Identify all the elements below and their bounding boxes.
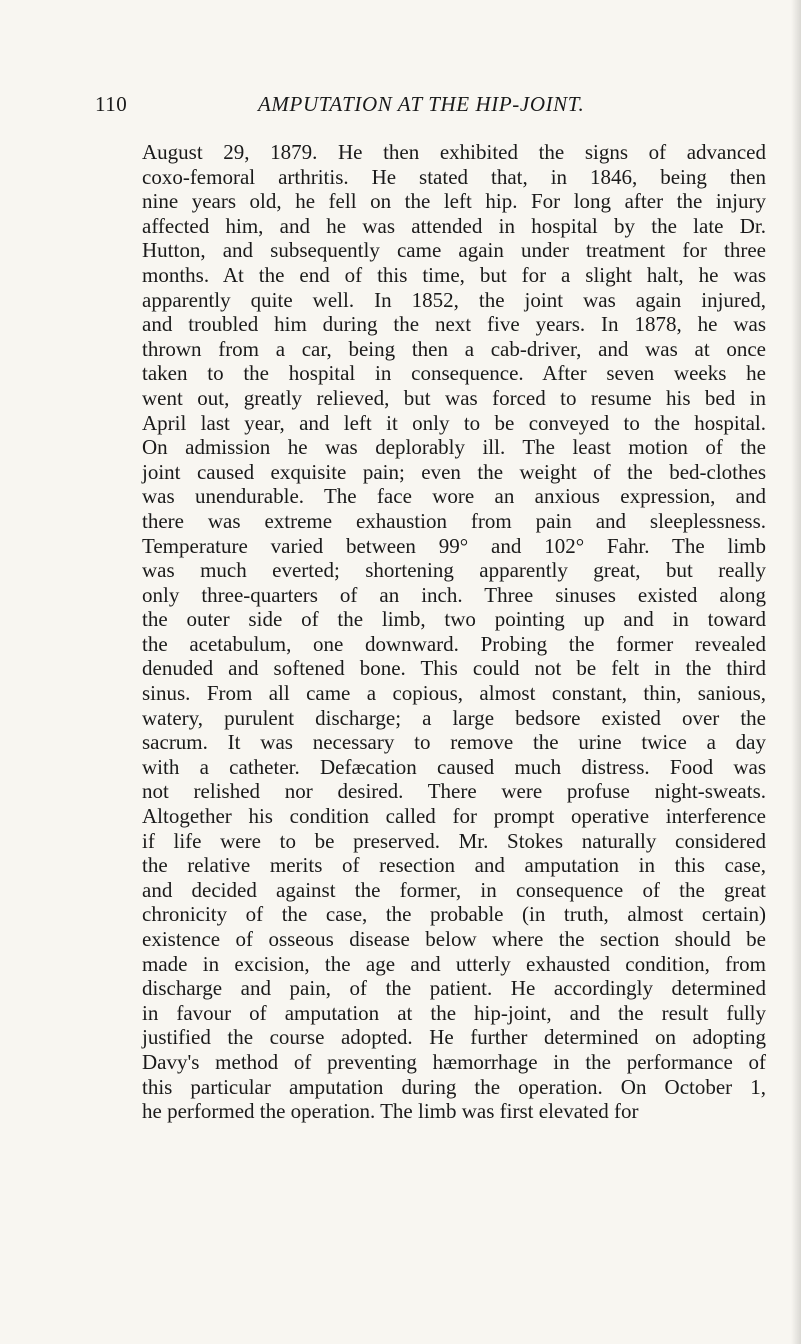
- text-line: taken to the hospital in consequence. After seven weeks he: [142, 361, 766, 386]
- text-line: watery, purulent discharge; a large bedsore existed over the: [142, 705, 766, 730]
- body-paragraph: [142, 140, 766, 1124]
- text-line: sacrum. It was necessary to remove the urine twice a day: [142, 730, 766, 755]
- text-line: On admission he was deplorably ill. The least motion of the: [142, 435, 766, 460]
- text-line: Davy's method of preventing hæmorrhage in the performance of: [142, 1049, 766, 1074]
- text-line: affected him, and he was attended in hospital by the late Dr.: [142, 213, 766, 238]
- text-line: Altogether his condition called for prompt operative interference: [142, 804, 766, 829]
- text-line: existence of osseous disease below where the section should be: [142, 927, 766, 951]
- text-line: discharge and pain, of the patient. He accordingly determined: [142, 976, 766, 1001]
- text-line: and troubled him during the next five years. In 1878, he was: [142, 312, 766, 337]
- text-line: justified the course adopted. He further determined on adopting: [142, 1025, 766, 1050]
- text-line: months. At the end of this time, but for a slight halt, he was: [142, 262, 766, 287]
- text-line: not relished nor desired. There were profuse night-sweats.: [142, 779, 766, 804]
- text-line: only three-quarters of an inch. Three sinuses existed along: [142, 582, 766, 607]
- text-line: denuded and softened bone. This could not be felt in the third: [142, 656, 766, 681]
- text-line: in favour of amputation at the hip-joint, and the result fully: [142, 1000, 766, 1025]
- text-line: joint caused exquisite pain; even the weight of the bed-clothes: [142, 459, 766, 484]
- text-line: made in excision, the age and utterly exhausted condition, from: [142, 951, 766, 976]
- text-line: he performed the operation. The limb was first elevated for: [142, 1099, 639, 1124]
- text-line: thrown from a car, being then a cab-driver, and was at once: [142, 336, 766, 361]
- page-number: 110: [95, 92, 128, 116]
- text-line: April last year, and left it only to be conveyed to the hospital.: [142, 410, 766, 435]
- text-line: there was extreme exhaustion from pain and sleeplessness.: [142, 508, 766, 533]
- text-line: sinus. From all came a copious, almost constant, thin, sanious,: [142, 681, 766, 706]
- text-line: the acetabulum, one downward. Probing the former revealed: [142, 631, 766, 656]
- text-line: Hutton, and subsequently came again under treatment for three: [142, 238, 766, 263]
- text-line: if life were to be preserved. Mr. Stokes naturally considered: [142, 828, 766, 853]
- text-line: chronicity of the case, the probable (in truth, almost certain): [142, 902, 766, 927]
- running-title: AMPUTATION AT THE HIP-JOINT.: [258, 92, 585, 116]
- text-line: was unendurable. The face wore an anxious expression, and: [142, 484, 766, 509]
- text-line: the relative merits of resection and amputation in this case,: [142, 853, 766, 878]
- page-edge-shadow: [791, 0, 801, 1344]
- text-line: the outer side of the limb, two pointing up and in toward: [142, 607, 766, 632]
- text-line: went out, greatly relieved, but was forced to resume his bed in: [142, 385, 766, 410]
- text-line: August 29, 1879. He then exhibited the signs of advanced: [142, 140, 766, 164]
- text-line: nine years old, he fell on the left hip. For long after the injury: [142, 189, 766, 214]
- page-header: [95, 92, 655, 122]
- text-line: coxo-femoral arthritis. He stated that, in 1846, being then: [142, 164, 766, 189]
- text-line: with a catheter. Defæcation caused much distress. Food was: [142, 754, 766, 779]
- text-line: and decided against the former, in consequence of the great: [142, 877, 766, 902]
- text-line: this particular amputation during the operation. On October 1,: [142, 1074, 766, 1099]
- text-line: was much everted; shortening apparently great, but really: [142, 558, 766, 583]
- text-line: Temperature varied between 99° and 102° Fahr. The limb: [142, 533, 766, 558]
- text-line: apparently quite well. In 1852, the joint was again injured,: [142, 287, 766, 312]
